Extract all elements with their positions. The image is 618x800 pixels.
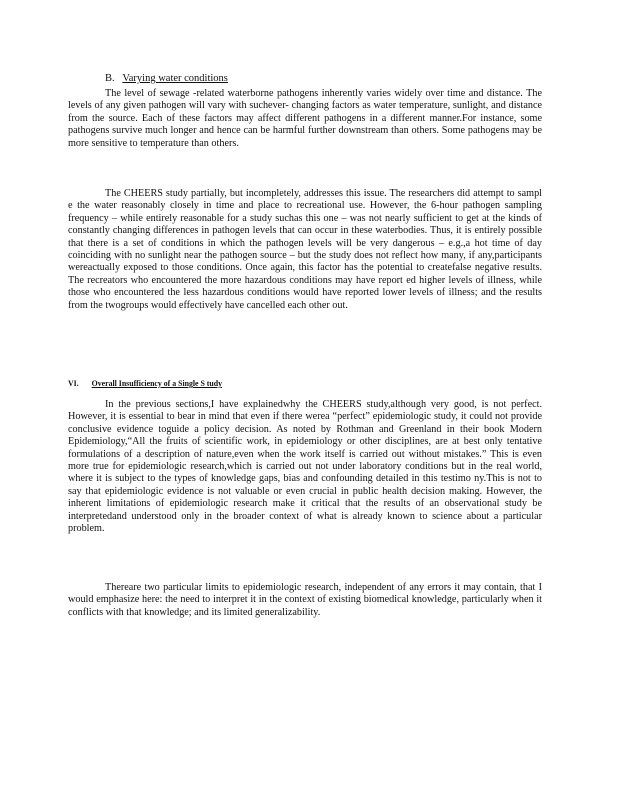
section-b-label: B. — [105, 73, 115, 84]
paragraph-limits: Thereare two particular limits to epidemiologic research, independent of any errors it may contain, that I would emphasize here: the need to interpret it in the context of existing biomedical knowledge, particularly when it conflicts with that knowledge; and its limited generalizability. — [68, 582, 542, 618]
section-b-title: Varying water conditions — [122, 73, 228, 84]
paragraph-water-variability: The level of sewage -related waterborne pathogens inherently varies widely over time and distance. The levels of any given pathogen will vary with suchever- changing factors as water temperature, sunlight, and distance from the source. Each of these factors may affect different pathogens in a different manner.For instance, some pathogens survive much longer and hence can be harmful further downstream than others. Some pathogens may be more sensitive to temperature than others. — [68, 88, 542, 149]
section-b-heading — [105, 72, 242, 85]
paragraph-insufficiency: In the previous sections,I have explainedwhy the CHEERS study,although very good, is not perfect. However, it is essential to bear in mind that even if there werea “perfect” epidemiologic study, it could not provide conclusive evidence toguide a policy decision. As noted by Rothman and Greenland in their book Modern Epidemiology,“All the fruits of scientific work, in epidemiology or other disciplines, are at best only tentative formulations of a description of nature,even when the work itself is carried out without mistakes.” This is even more true for epidemiologic research,which is carried out not under laboratory conditions but in the real world, where it is subject to the types of knowledge gaps, bias and confounding detailed in this testimo ny.This is not to say that epidemiologic evidence is not valuable or even crucial in public health decision making. However, the inherent limitations of epidemiologic research make it critical that the results of an observational study be interpretedand understood only in the broader context of what is already known to science about a particular problem. — [68, 399, 542, 535]
section-vi-heading — [68, 378, 235, 389]
paragraph-cheers-sampling: The CHEERS study partially, but incompletely, addresses this issue. The researchers did attempt to sampl e the water reasonably closely in time and place to recreational use. However, the 6-hour pathogen sampling frequency – while entirely reasonable for a study suchas this one – was not nearly sufficient to get at the kinds of constantly changing differences in pathogen levels that can occur in these waterbodies. Thus, it is entirely possible that there is a set of conditions in which the pathogen levels will be very dangerous – e.g.,a hot time of day coinciding with no sunlight near the pathogen source – but the study does not reflect how many, if any,participants wereactually exposed to those conditions. Once again, this factor has the potential to createfalse negative results. The recreators who encountered the more hazardous conditions may have report ed higher levels of illness, while those who encountered the less hazardous conditions would have reported lower levels of illness; and the results from the twogroups would effectively have cancelled each other out. — [68, 188, 542, 311]
section-vi-title: Overall Insufficiency of a Single S tudy — [91, 378, 222, 388]
section-vi-label: VI. — [68, 378, 79, 388]
